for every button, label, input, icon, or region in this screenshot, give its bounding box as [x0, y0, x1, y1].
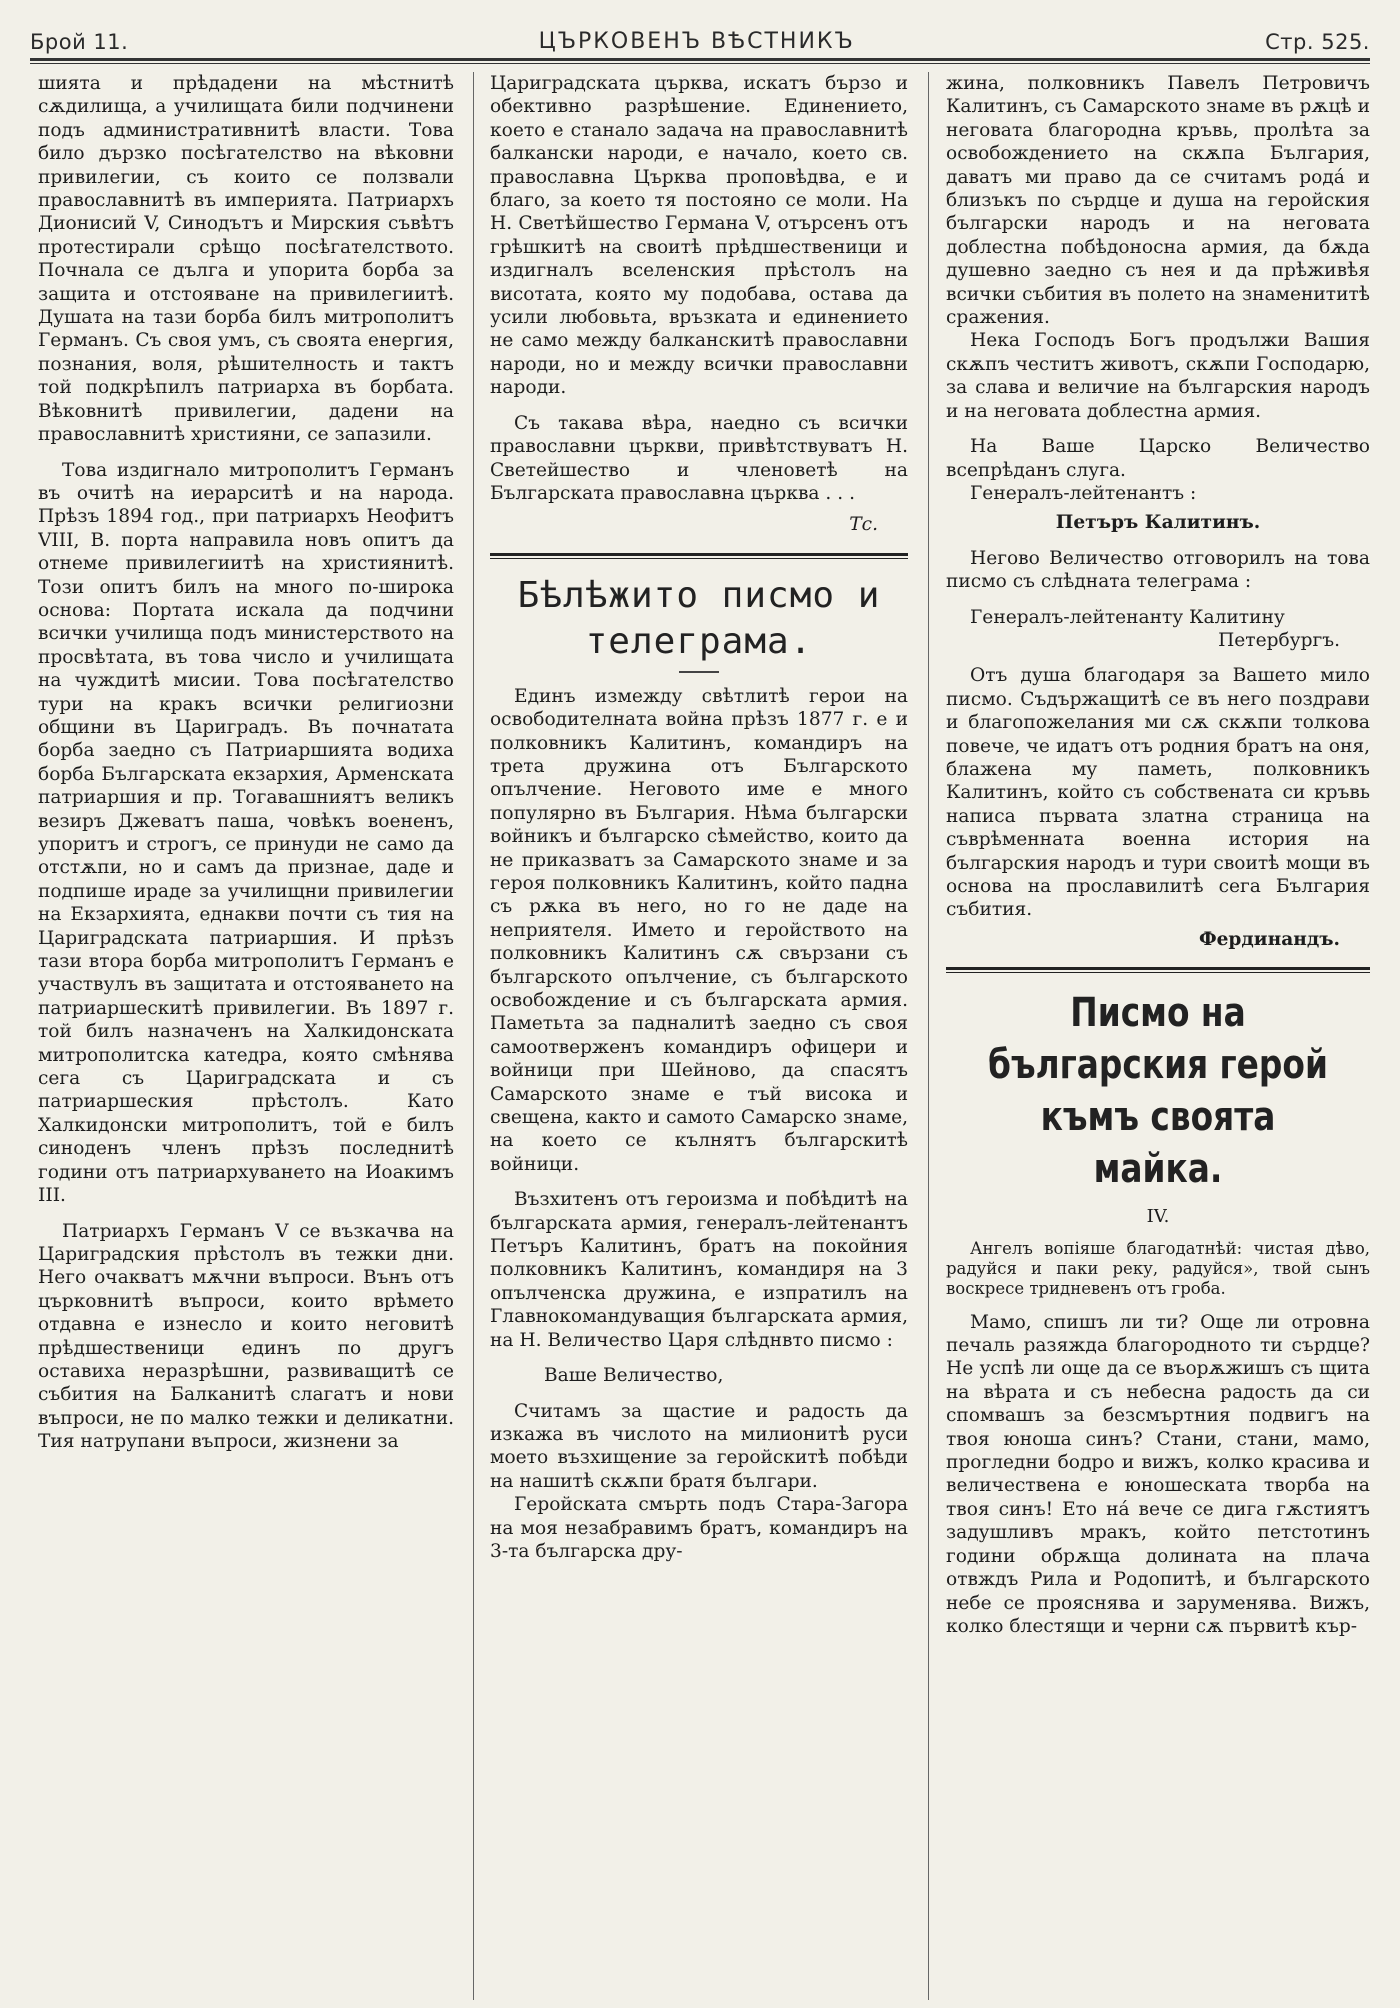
column-divider	[473, 72, 474, 2000]
issue-number: Брой 11.	[30, 30, 129, 54]
telegram-addressee: Генералъ-лейтенанту Калитину	[970, 606, 1285, 628]
letter-closing: На Ваше Царско Величество всепрѣданъ слуга.	[946, 436, 1370, 481]
telegram-city: Петербургъ.	[1218, 629, 1340, 651]
letter-salutation: Ваше Величество,	[544, 1365, 724, 1387]
author-signature: Тс.	[849, 514, 878, 536]
signer-rank: Генералъ-лейтенантъ :	[970, 482, 1197, 504]
masthead-rule	[30, 58, 1370, 64]
paragraph: Геройската смърть подъ Стара-Загора на моя незабравимъ братъ, командиръ на 3-та българска дру-	[490, 1494, 908, 1562]
article-headline: Бѣлѣжито писмо и телеграма.	[517, 574, 881, 662]
paragraph: Отъ душа благодаря за Вашето мило писмо. Съдържащитѣ се въ него поздрави и благопожелания ми сѫ скѫпи толкова повече, че идатъ отъ родния братъ на оня, блажена му паметь, полковникъ Калитинъ, който съ собствената си кръвь написа първата златна страница на съврѣменната военна история на българския народъ и тури своитѣ мощи въ основа на прославилитѣ сега България събития.	[946, 665, 1370, 921]
letter-signature: Петъръ Калитинъ.	[1055, 512, 1261, 534]
paragraph: Съ такава вѣра, наедно съ всички православни църкви, привѣтствуватъ Н. Светейшество и членоветѣ на Българската православна църква . . .	[490, 412, 908, 504]
paragraph: Единъ измежду свѣтлитѣ герои на освободителната война прѣзъ 1877 г. е и полковникъ Калитинъ, командиръ на трета дружина отъ Българското опълчение. Неговото име е много популярно въ България. Нѣма български войникъ и българско сѣмейство, които да не приказватъ за Самарското знаме и за героя полковникъ Калитинъ, който падна съ рѫка въ него, но го не даде на неприятеля. Името и геройството на полковникъ Калитинъ сѫ свързани съ българското опълчение, съ българското освобождение и съ българската армия. Паметьта за падналитѣ заедно съ своя самоотверженъ командиръ офицери и войници при Шейново, да спасятъ Самарското знаме е тъй висока и свещена, както и самото Самарско знаме, на което се кълнятъ българскитѣ войници.	[490, 685, 908, 1175]
section-divider	[490, 553, 908, 559]
newspaper-title: ЦЪРКОВЕНЪ ВѢСТНИКЪ	[538, 29, 855, 54]
paragraph: Възхитенъ отъ героизма и побѣдитѣ на българската армия, генералъ-лейтенантъ Петъръ Калитинъ, братъ на покойния полковникъ Калитинъ, командиря на 3 опълченска дружина, е изпратилъ на Главнокомандуващия българската армия, на Н. Величество Царя слѣднвто писмо :	[490, 1189, 908, 1351]
column-3	[946, 72, 1370, 2000]
telegram-signature: Фердинандъ.	[1198, 928, 1340, 950]
paragraph: Считамъ за щастие и радость да изкажа въ числото на милионитѣ руси моето възхищение за геройскитѣ побѣди на нашитѣ скѫпи братя българи.	[490, 1400, 908, 1492]
section-number: IV.	[1146, 1206, 1170, 1228]
column-divider	[928, 72, 929, 2000]
column-2	[490, 72, 908, 2000]
article-headline: Писмо на българския герой къмъ своята майка.	[988, 990, 1328, 1193]
paragraph: Патриархъ Германъ V се възкачва на Цариградския прѣстолъ въ тежки дни. Него очакватъ мѫчни въпроси. Вънъ отъ църковнитѣ въпроси, които врѣмето отдавна е изнесло и които неговитѣ прѣдшественици единъ по другъ оставиха неразрѣшни, развиващитѣ се събития на Балканитѣ слагатъ и нови въпроси, не по малко тежки и деликатни. Тия натрупани въпроси, жизнени за	[38, 1220, 454, 1453]
paragraph: Негово Величество отговорилъ на това писмо съ слѣдната телеграма :	[946, 547, 1370, 593]
masthead	[30, 14, 1370, 54]
paragraph: Цариградската църква, искатъ бързо и обективно разрѣшение. Единението, което е станало задача на православнитѣ балкански народи, е начало, което св. православна Църква проповѣдва, е и благо, за което тя постояно се моли. На Н. Светѣйшество Германа V, отърсенъ отъ грѣшкитѣ на своитѣ прѣдшественици и издигналъ вселенския прѣстолъ на висотата, която му подобава, остава да усили любовьта, връзката и единението не само между балканскитѣ православни народи, но и между всички православни народи.	[490, 73, 908, 399]
paragraph: шията и прѣдадени на мѣстнитѣ сѫдилища, а училищата били подчинени подъ административнитѣ власти. Това било дързко посѣгателство на вѣковни привилегии, съ които се ползвали православнитѣ въ империята. Патриархъ Дионисий V, Синодътъ и Мирския съвѣтъ протестирали срѣщо посѣгателството. Почнала се дълга и упорита борба за защита и отстояване на привилегиитѣ. Душата на тази борба билъ митрополитъ Германъ. Съ своя умъ, съ своята енергия, познания, воля, рѣшителность и тактъ той подкрѣпилъ патриарха въ борбата. Вѣковнитѣ привилегии, дадени на православнитѣ християни, се запазили.	[38, 73, 454, 446]
page-number: Стр. 525.	[1265, 30, 1370, 54]
paragraph: Мамо, спишъ ли ти? Още ли отровна печаль разяжда благородното ти сърдце? Не успѣ ли още да се въорѫжишъ съ щита на вѣрата и съ небесна радость да си спомвашъ за безсмъртния подвигъ на твоя юноша синъ? Стани, стани, мамо, прогледни бодро и вижъ, колко красива и величествена е юношеската творба на твоя синъ! Ето нá вече се дига гѫстиятъ задушливъ мракъ, който петстотинъ години обрѫща долината на плача отвждъ Рила и Родопитѣ, и българското небе се прояснява и заруменява. Вижъ, колко блестящи и черни сѫ първитѣ кър-	[946, 1311, 1370, 1637]
epigraph: Ангелъ вопіяше благодатнѣй: чистая дѣво, радуйся и паки реку, радуйся», твой сынъ воскресе тридневенъ отъ гроба.	[946, 1238, 1370, 1298]
paragraph: Нека Господъ Богъ продължи Вашия скѫпъ честитъ животъ, скѫпи Господарю, за слава и величие на българския народъ и на неговата доблестна армия.	[946, 330, 1370, 422]
column-1	[38, 72, 454, 2000]
section-divider	[946, 967, 1370, 973]
paragraph: жина, полковникъ Павелъ Петровичъ Калитинъ, съ Самарското знаме въ рѫцѣ и неговата благородна кръвь, пролѣта за освобождението на скѫпа България, даватъ ми право да се считамъ родá и близъкъ по сърдце и душа на геройския български народъ и на неговата доблестна побѣдоносна армия, да бѫда душевно заедно съ нея и да прѣживѣя всички събития въ полето на знаменититѣ сражения.	[946, 73, 1370, 329]
headline-ornament	[679, 671, 719, 673]
paragraph: Това издигнало митрополитъ Германъ въ очитѣ на иерарситѣ и на народа. Прѣзъ 1894 год., при патриархъ Неофитъ VIII, В. порта направила новъ опитъ да отнеме привилегиитѣ на християнитѣ. Този опитъ билъ на много по-широка основа: Портата искала да подчини всички училища подъ министерството на просвѣтата, въ това число и училищата на чуждитѣ мисии. Това посѣгателство тури на кракъ всички религиозни общини въ Цариградъ. Въ почнатата борба заедно съ Патриаршията водиха борба Българската екзархия, Арменската патриаршия и пр. Тогавашниятъ великъ везиръ Джеватъ паша, човѣкъ воененъ, упоритъ и строгъ, се принуди не само да отстѫпи, но и самъ да признае, даде и подпише ираде за училищни привилегии на Екзархията, еднакви почти съ тия на Цариградската патриаршия. И прѣзъ тази втора борба митрополитъ Германъ е участвулъ въ защитата и отстояването на патриаршескитѣ привилегии. Въ 1897 г. той билъ назначенъ на Халкидонската митрополитска катедра, която смѣнява сега съ Цариградската и съ патриаршеския прѣстолъ. Като Халкидонски митрополитъ, той е билъ синоденъ членъ прѣзъ последнитѣ години отъ патриархуването на Иоакимъ III.	[38, 459, 454, 1207]
